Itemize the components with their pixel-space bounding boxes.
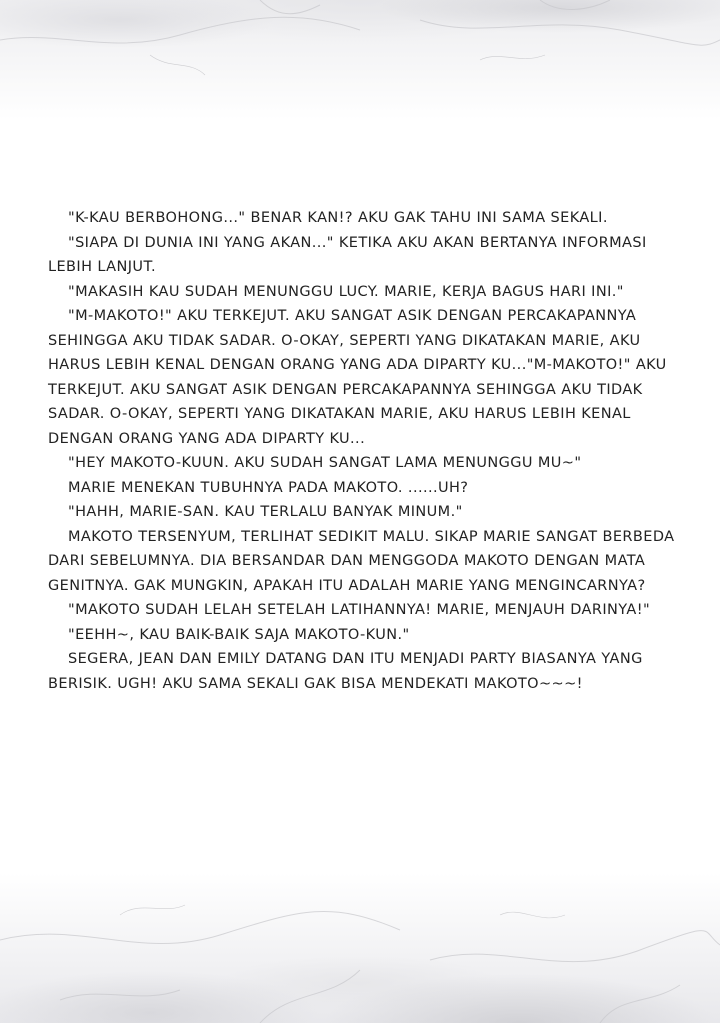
story-text: [48, 206, 678, 696]
paragraph: "MAKOTO SUDAH LELAH SETELAH LATIHANNYA! MARIE, MENJAUH DARINYA!": [68, 602, 651, 618]
paragraph: "HAHH, MARIE-SAN. KAU TERLALU BANYAK MINUM.": [68, 504, 463, 520]
paragraph: "MAKASIH KAU SUDAH MENUNGGU LUCY. MARIE, KERJA BAGUS HARI INI.": [68, 283, 624, 300]
paragraph: MAKOTO TERSENYUM, TERLIHAT SEDIKIT MALU. SIKAP MARIE SANGAT BERBEDA DARI SEBELUMNYA. DIA BERSANDAR DAN MENGGODA MAKOTO DENGAN MATA GENITNYA. GAK MUNGKIN, APAKAH ITU ADALAH MARIE YANG MENGINCARNYA?: [48, 528, 675, 594]
paragraph: "HEY MAKOTO-KUUN. AKU SUDAH SANGAT LAMA MENUNGGU MU~": [68, 455, 582, 471]
paragraph: SEGERA, JEAN DAN EMILY DATANG DAN ITU MENJADI PARTY BIASANYA YANG BERISIK. UGH! AKU SAMA SEKALI GAK BISA MENDEKATI MAKOTO~~~!: [48, 651, 643, 692]
paragraph: "SIAPA DI DUNIA INI YANG AKAN..." KETIKA AKU AKAN BERTANYA INFORMASI LEBIH LANJUT.: [48, 234, 647, 275]
paragraph: MARIE MENEKAN TUBUHNYA PADA MAKOTO. ......UH?: [68, 479, 469, 496]
paragraph: "EEHH~, KAU BAIK-BAIK SAJA MAKOTO-KUN.": [68, 626, 410, 643]
paragraph: "K-KAU BERBOHONG..." BENAR KAN!? AKU GAK TAHU INI SAMA SEKALI.: [68, 210, 608, 226]
paragraph: "M-MAKOTO!" AKU TERKEJUT. AKU SANGAT ASIK DENGAN PERCAKAPANNYA SEHINGGA AKU TIDAK SADAR. O-OKAY, SEPERTI YANG DIKATAKAN MARIE, AKU HARUS LEBIH KENAL DENGAN ORANG YANG ADA DIPARTY KU..."M-MAKOTO!" AKU TERKEJUT. AKU SANGAT ASIK DENGAN PERCAKAPANNYA SEHINGGA AKU TIDAK SADAR. O-OKAY, SEPERTI YANG DIKATAKAN MARIE, AKU HARUS LEBIH KENAL DENGAN ORANG YANG ADA DIPARTY KU...: [48, 308, 667, 447]
